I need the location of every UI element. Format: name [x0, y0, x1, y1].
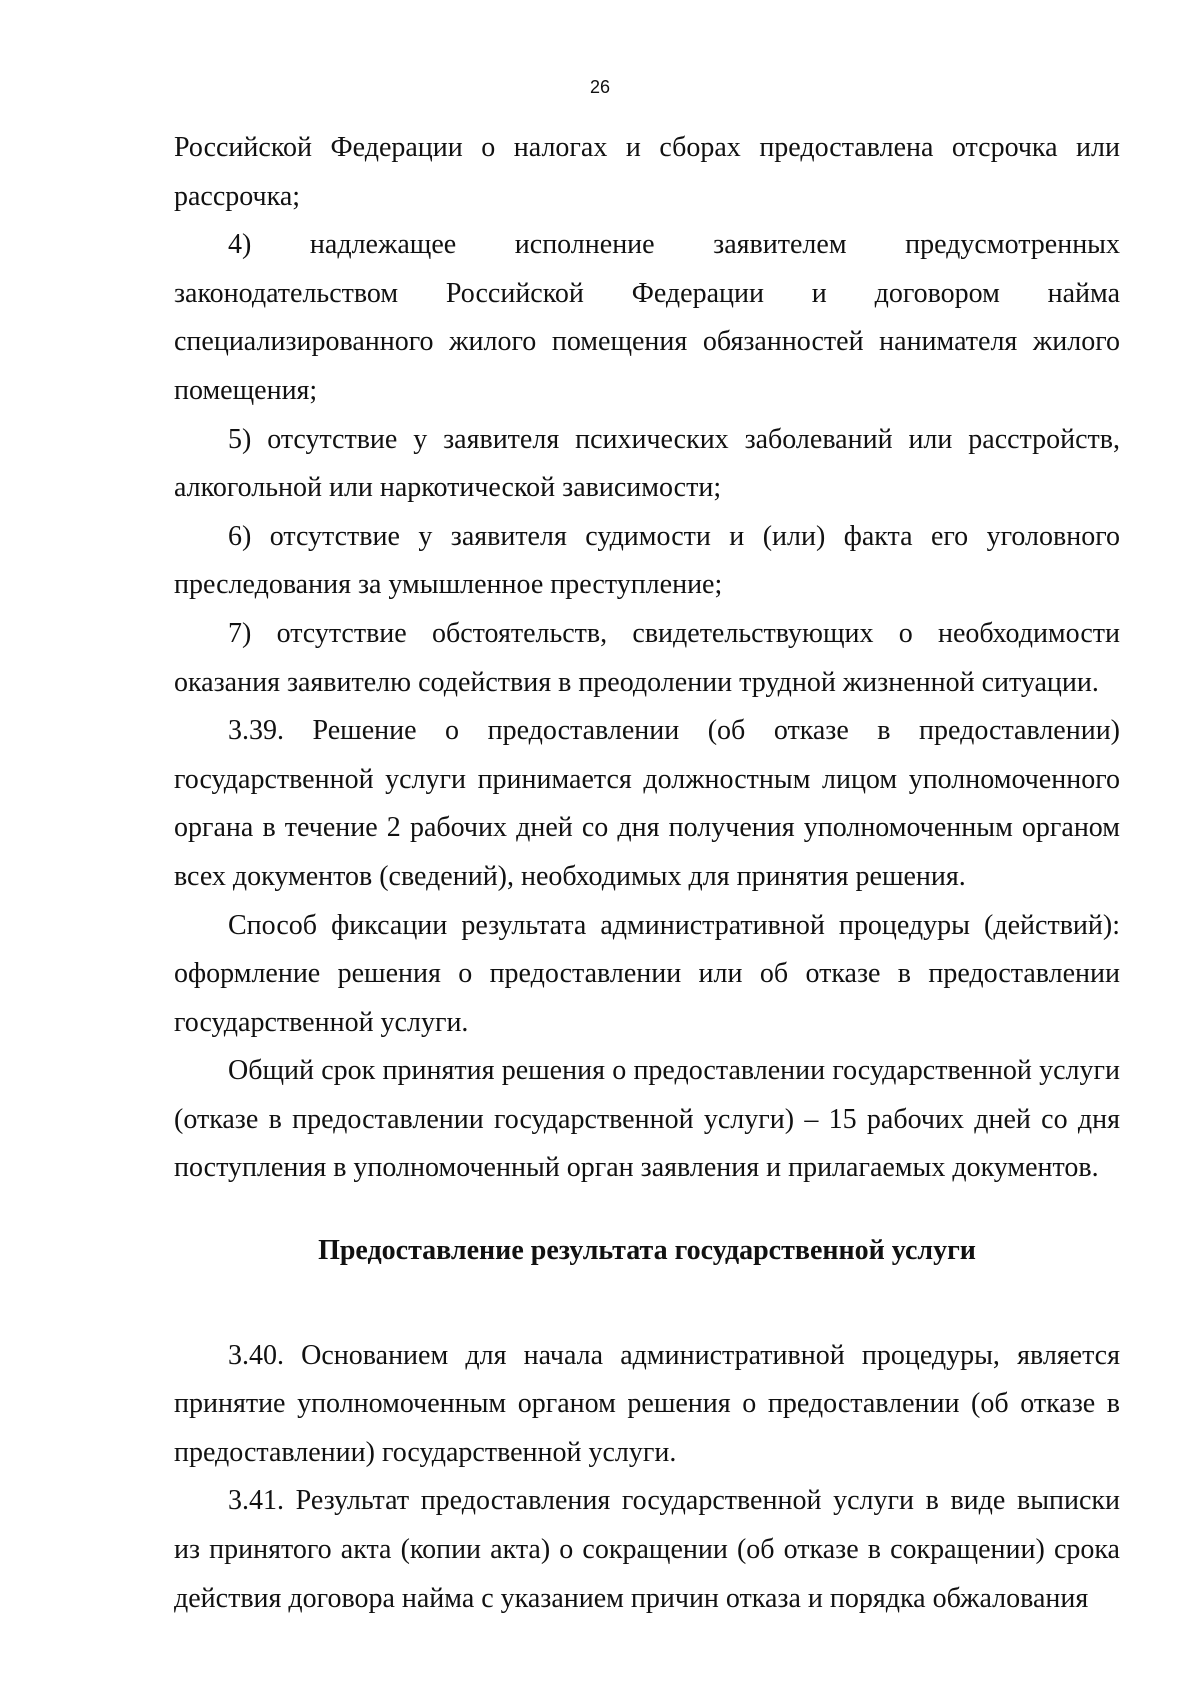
section-heading: Предоставление результата государственной услуги [318, 1235, 976, 1267]
paragraph-item-6: 6) отсутствие у заявителя судимости и (или) факта его уголовного преследования за умышленное преступление; [174, 520, 1120, 601]
paragraph-3-39: 3.39. Решение о предоставлении (об отказе в предоставлении) государственной услуги принимается должностным лицом уполномоченного органа в течение 2 рабочих дней со дня получения уполномоченным органом всех документов (сведений), необходимых для принятия решения. [174, 715, 1120, 892]
document-body [174, 124, 1120, 1623]
page-number: 26 [589, 77, 611, 97]
paragraph-3-41: 3.41. Результат предоставления государственной услуги в виде выписки из принятого акта (копии акта) о сокращении (об отказе в сокращении) срока действия договора найма с указанием причин отказа и порядка обжалования [174, 1485, 1120, 1614]
paragraph-3-40: 3.40. Основанием для начала административной процедуры, является принятие уполномоченным органом решения о предоставлении (об отказе в предоставлении) государственной услуги. [174, 1339, 1120, 1468]
paragraph-item-4: 4) надлежащее исполнение заявителем предусмотренных законодательством Российской Федерации и договором найма специализированного жилого помещения обязанностей нанимателя жилого помещения; [174, 229, 1120, 406]
paragraph-fixation-method: Способ фиксации результата административной процедуры (действий): оформление решения о предоставлении или об отказе в предоставлении государственной услуги. [174, 909, 1120, 1038]
paragraph-item-7: 7) отсутствие обстоятельств, свидетельствующих о необходимости оказания заявителю содействия в преодолении трудной жизненной ситуации. [174, 617, 1120, 698]
paragraph-total-term: Общий срок принятия решения о предоставлении государственной услуги (отказе в предоставлении государственной услуги) – 15 рабочих дней со дня поступления в уполномоченный орган заявления и прилагаемых документов. [174, 1055, 1120, 1184]
paragraph-item-5: 5) отсутствие у заявителя психических заболеваний или расстройств, алкогольной или наркотической зависимости; [174, 423, 1120, 504]
paragraph-tax-deferral: Российской Федерации о налогах и сборах предоставлена отсрочка или рассрочка; [174, 132, 1120, 212]
